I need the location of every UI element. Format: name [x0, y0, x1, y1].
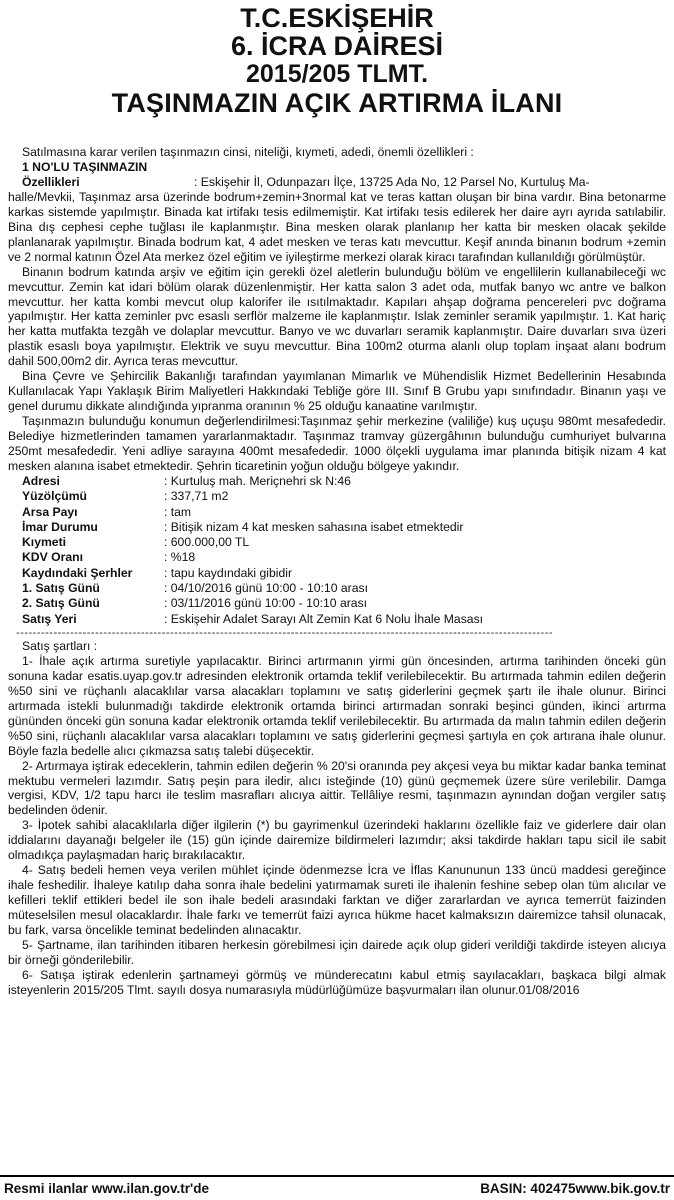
- dashed-divider: ---------------------------------------------------------------------------------------------------------------------------------: [16, 626, 554, 639]
- header-court-city: T.C.ESKİŞEHİR: [240, 3, 434, 33]
- detail-label: 2. Satış Günü: [22, 596, 100, 611]
- features-continuation: halle/Mevkii, Taşınmaz arsa üzerinde bodrum+zemin+3normal kat ve teras kattan oluşan bir bina vardır. Bina betonarme karkas sistemde yapılmıştır. Binada kat irtifakı tesis edilmemiştir. Kat irtifakı tesis edilerek her daire ayrı ayrıda satılabilir. Bina dış cephesi cephe tuğlası ile kaplanmıştır. Bina mesken olarak planlanıp her katta bir mesken olacak şekilde planlanarak yapılmıştır. Binada bodrum kat, 4 adet mesken ve teras katı mevcuttur. Keşif anında binanın bodrum +zemin ve 2 normal katının Özel Ata merkez özel eğitim ve iyileştirme merkezi olarak kiracı tarafından kullanıldığı görülmüştür.: [8, 189, 666, 264]
- details-table: [8, 474, 666, 627]
- detail-value: : Eskişehir Adalet Sarayı Alt Zemin Kat 6 Nolu İhale Masası: [164, 611, 484, 626]
- detail-value: : tam: [164, 504, 192, 519]
- footer-right-text: BASIN: 402475www.bik.gov.tr: [480, 1181, 670, 1196]
- notice-footer: [4, 1181, 670, 1196]
- features-text: : Eskişehir İl, Odunpazarı İlçe, 13725 Ada No, 12 Parsel No, Kurtuluş Ma-: [194, 174, 590, 189]
- detail-label: Yüzölçümü: [22, 489, 88, 504]
- condition-6: 6- Satışa iştirak edenlerin şartnameyi görmüş ve münderecatını kabul etmiş sayılacakları, başkaca bilgi almak isteyenlerin 2015/205 Tlmt. sayılı dosya numarasıyla müdürlüğümüze başvurmaları ilan olunur.01/08/2016: [8, 967, 666, 997]
- detail-row: [8, 505, 666, 520]
- detail-value: : 337,71 m2: [164, 489, 229, 504]
- condition-1: 1- İhale açık artırma suretiyle yapılacaktır. Birinci artırmanın yirmi gün öncesinden, artırma tarihinden önceki gün sonuna kadar esatis.uyap.gov.tr adresinden elektronik ortamda teklif verilebilecektir. Bu artırmada tahmin edilen değerin %50 sini ve rüçhanlı alacaklılar varsa alacakları toplamını ve satış giderlerini geçmek şartı ile ihale olunur. Birinci artırmada istekli bulunmadığı takdirde elektronik ortamda birinci artırmadan sonraki beşinci günden, ikinci artırma gününden önceki gün sonuna kadar elektronik ortamda teklif verilebilecektir. Bu artırmada da malın tahmin edilen değerin %50 sini, rüçhanlı alacaklılar varsa alacakları toplamını ve satış giderlerini geçmesi şartıyla en çok artırana ihale olunur. Böyle fazla bedelle alıcı çıkmazsa satış talebi düşecektir.: [8, 653, 666, 758]
- condition-5: 5- Şartname, ilan tarihinden itibaren herkesin görebilmesi için dairede açık olup gideri verildiği takdirde isteyen alıcıya bir örneği gönderilebilir.: [8, 938, 666, 967]
- footer-left-text: Resmi ilanlar www.ilan.gov.tr'de: [4, 1181, 210, 1196]
- condition-3: 3- İpotek sahibi alacaklılarla diğer ilgilerin (*) bu gayrimenkul üzerindeki haklarını özellikle faiz ve giderlere dair olan iddialarını dayanağı belgeler ile (15) gün içinde dairemize bildirmeleri lazımdır; aksi takdirde hakları tapu sicil ile sabit olmadıkça paylaşmadan hariç bırakılacaktır.: [8, 818, 666, 863]
- detail-label: 1. Satış Günü: [22, 581, 100, 596]
- detail-value: : Bitişik nizam 4 kat mesken sahasına isabet etmektedir: [164, 519, 464, 534]
- paragraph-location: Taşınmazın bulunduğu konumun değerlendirilmesi:Taşınmaz şehir merkezine (valiliğe) kuş uçuşu 980mt mesafededir. Belediye hizmetlerinden tamamen yararlanmaktadır. Taşınmaz tramvay güzergâhının bulunduğu cumhuriyet bulvarına 250mt mesafededir. Yeni adliye sarayına 400mt mesafededir. 1000 ölçekli uygulama imar planında bitişik nizam 4 kat mesken alanına isabet etmektedir. Şehrin ticaretinin yoğun olduğu bölgeye yakındır.: [8, 414, 666, 474]
- detail-label: Arsa Payı: [22, 504, 78, 519]
- property-title: 1 NO'LU TAŞINMAZIN: [22, 159, 148, 174]
- detail-row: [8, 612, 666, 627]
- detail-label: Satış Yeri: [22, 611, 77, 626]
- detail-value: : 04/10/2016 günü 10:00 - 10:10 arası: [164, 581, 368, 596]
- detail-row: [8, 581, 666, 596]
- notice-header: [0, 0, 674, 117]
- header-file-number: 2015/205 TLMT.: [245, 60, 429, 88]
- detail-row: [8, 489, 666, 504]
- detail-value: : Kurtuluş mah. Meriçnehri sk N:46: [164, 473, 351, 488]
- detail-label: Kıymeti: [22, 535, 67, 550]
- detail-value: : %18: [164, 550, 196, 565]
- footer-rule: [0, 1175, 674, 1177]
- condition-2: 2- Artırmaya iştirak edeceklerin, tahmin edilen değerin % 20'si oranında pey akçesi veya bu miktar kadar banka teminat mektubu vermeleri lazımdır. Satış peşin para iledir, alıcı isteğinde (10) günü geçmemek üzere süre verilebilir. Damga vergisi, KDV, 1/2 tapu harcı ile teslim masrafları alıcıya aittir. Tellâliye resmi, taşınmazın aynından doğan vergiler satış bedelinden ödenir.: [8, 758, 666, 818]
- detail-row: [8, 474, 666, 489]
- header-notice-title: TAŞINMAZIN AÇIK ARTIRMA İLANI: [111, 88, 563, 118]
- conditions-title: Satış şartları :: [22, 638, 98, 653]
- detail-label: İmar Durumu: [22, 519, 98, 534]
- detail-row: [8, 535, 666, 550]
- detail-row: [8, 520, 666, 535]
- detail-value: : 03/11/2016 günü 10:00 - 10:10 arası: [164, 596, 368, 611]
- paragraph-class: Bina Çevre ve Şehircilik Bakanlığı tarafından yayımlanan Mimarlık ve Mühendislik Hizmet Bedellerinin Hesabında Kullanılacak Yapı Yaklaşık Birim Maliyetleri Hakkındaki Tebliğe göre III. Sınıf B Grubu yapı sınıfındadır. Binanın yaşı ve genel durumu dikkate alındığında yıpranma oranının % 25 olduğu kanaatine varılmıştır.: [8, 369, 666, 414]
- detail-value: : 600.000,00 TL: [164, 535, 250, 550]
- detail-row: [8, 550, 666, 565]
- detail-label: Kaydındaki Şerhler: [22, 565, 133, 580]
- intro-text: Satılmasına karar verilen taşınmazın cinsi, niteliği, kıymeti, adedi, önemli özellikleri :: [22, 145, 474, 159]
- features-row: [8, 175, 666, 190]
- paragraph-building: Binanın bodrum katında arşiv ve eğitim için gerekli özel aletlerin bulunduğu bölüm ve engellilerin kullanabileceği wc mevcuttur. Zemin kat idari bölüm olarak düzenlenmiştir. Her katta salon 3 adet oda, mutfak banyo wc antre ve balkon mevcuttur. her katta kombi mevcut olup kalorifer ile ısıtılmaktadır. Kapıları ahşap doğrama pencereleri pvc doğrama yapılmıştır. Her katta zeminler pvc esaslı serflör malzeme ile kaplanmıştır. Islak zeminler seramik yapılmıştır. 1. Kat hariç her katta mutfakta tezgâh ve dolaplar mevcuttur. Banyo ve wc duvarları seramik kaplanmıştır. Daire duvarları sıva üzeri plastik esaslı boya yapılmıştır. Elektrik ve suyu mevcuttur. Bina 100m2 oturma alanlı olup toplam inşaat alanı bodrum dahil 500,00m2 dir. Ayrıca teras mevcuttur.: [8, 264, 666, 369]
- features-label: Özellikleri: [22, 174, 80, 189]
- detail-row: [8, 596, 666, 611]
- detail-value: : tapu kaydındaki gibidir: [164, 565, 293, 580]
- header-office: 6. İCRA DAİRESİ: [230, 31, 444, 61]
- detail-label: Adresi: [22, 473, 60, 488]
- condition-4: 4- Satış bedeli hemen veya verilen mühlet içinde ödenmezse İcra ve İflas Kanununun 133 üncü maddesi gereğince ihale feshedilir. İhaleye katılıp daha sonra ihale bedelini yatırmamak sureti ile ihalenin feshine sebep olan tüm alıcılar ve kefilleri teklif ettikleri bedel ile son ihale bedeli arasındaki farktan ve diğer zararlardan ve ayrıca temerrüt faizinden müteselsilen mesul olacaklardır. İhale farkı ve temerrüt faizi ayrıca hükme hacet kalmaksızın dairemizce tahsil olunacak, bu fark, varsa öncelikle teminat bedelinden alınacaktır.: [8, 863, 666, 938]
- notice-body: [8, 145, 666, 998]
- detail-row: [8, 566, 666, 581]
- detail-label: KDV Oranı: [22, 550, 83, 565]
